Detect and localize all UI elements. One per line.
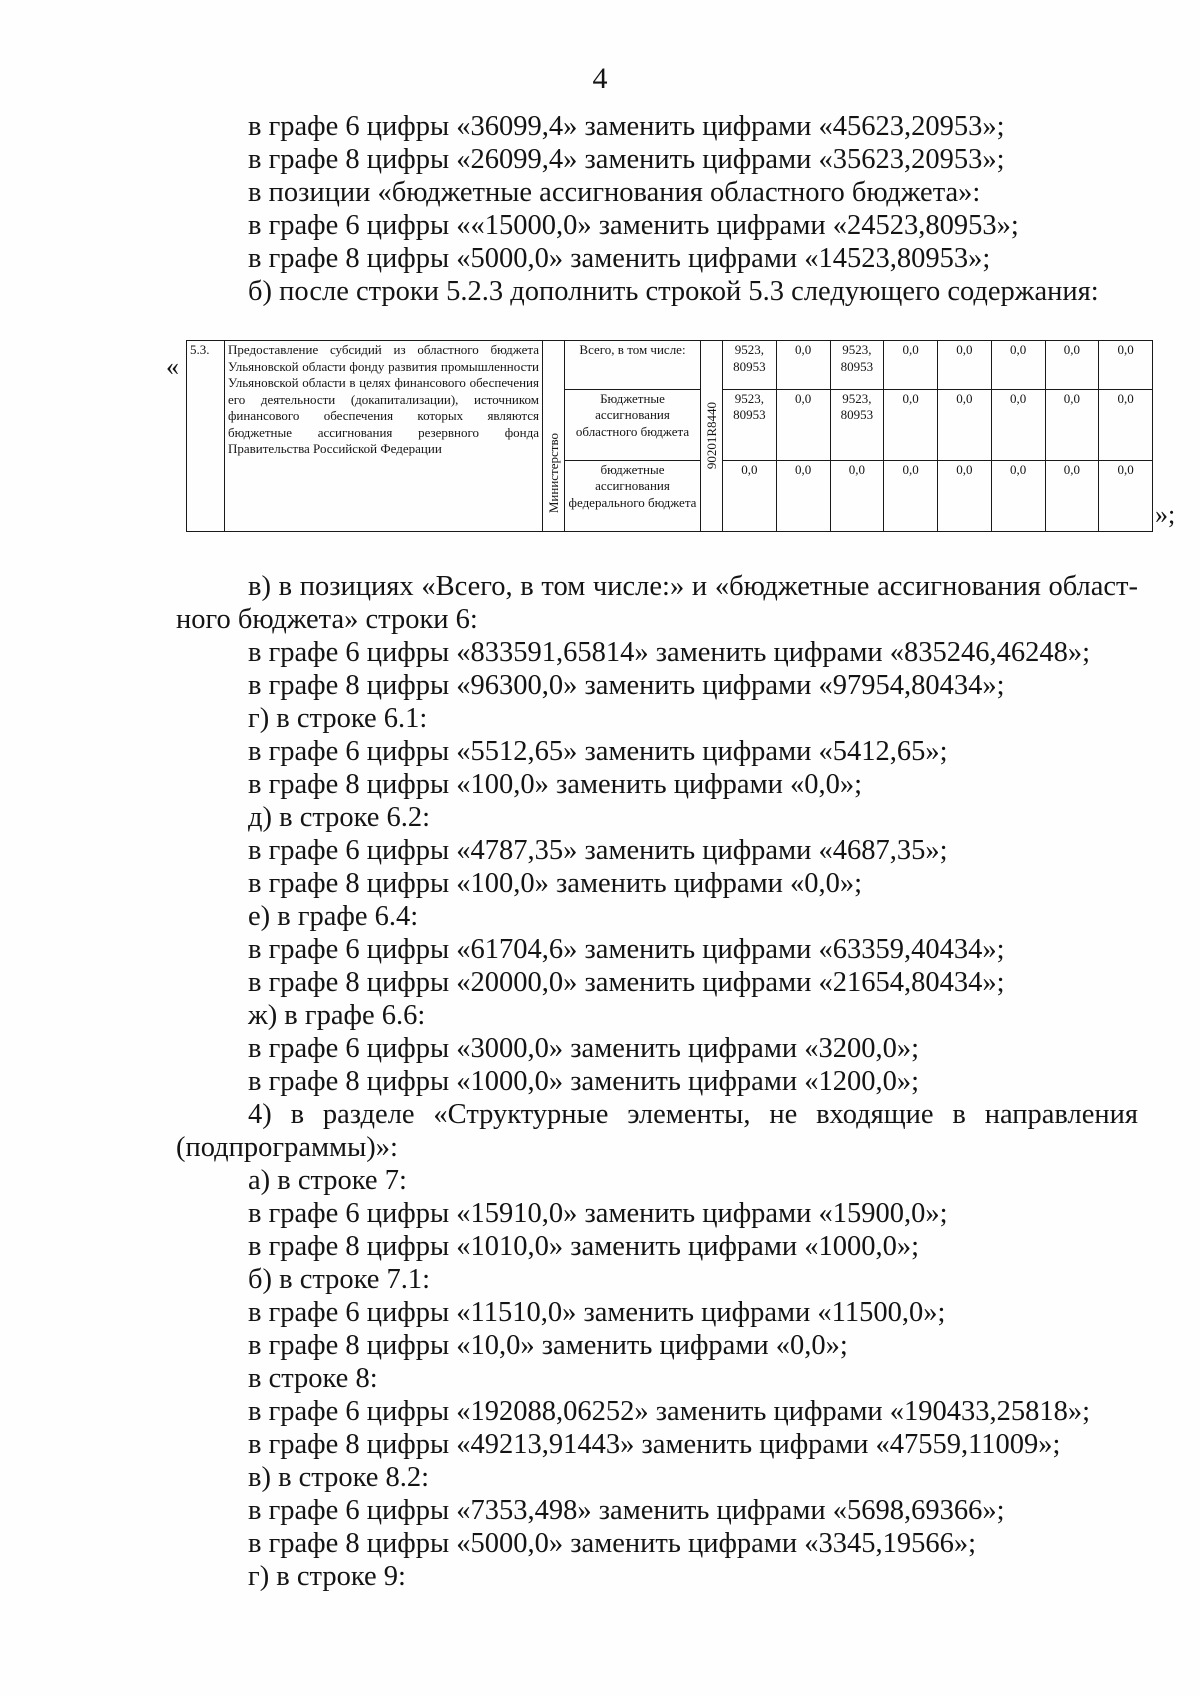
ministry-cell	[543, 341, 565, 532]
value-cell: 0,0	[1045, 389, 1099, 460]
value-cell: 9523, 80953	[723, 341, 777, 390]
value-cell: 9523, 80953	[723, 389, 777, 460]
value-cell: 0,0	[1099, 460, 1153, 531]
text-line: в графе 6 цифры «3000,0» заменить цифрами «3200,0»;	[248, 1033, 920, 1064]
value-cell: 0,0	[938, 460, 992, 531]
text-line: в графе 8 цифры «1000,0» заменить цифрами «1200,0»;	[248, 1066, 920, 1097]
text-line: в графе 8 цифры «10,0» заменить цифрами «0,0»;	[248, 1330, 848, 1361]
table-open-quote: «	[166, 352, 179, 381]
text-line: в графе 8 цифры «49213,91443» заменить цифрами «47559,11009»;	[248, 1429, 1061, 1460]
value-cell: 0,0	[723, 460, 777, 531]
text-line: д) в строке 6.2:	[248, 802, 431, 833]
ministry-label: Министерство	[546, 432, 561, 513]
value-cell: 0,0	[776, 389, 830, 460]
text-line: б) после строки 5.2.3 дополнить строкой 5.3 следующего содержания:	[248, 276, 1099, 307]
page-number: 4	[592, 62, 608, 95]
text-line: в графе 6 цифры «192088,06252» заменить цифрами «190433,25818»;	[248, 1396, 1091, 1427]
value-cell: 0,0	[884, 460, 938, 531]
text-line: в графе 6 цифры «61704,6» заменить цифрами «63359,40434»;	[248, 934, 1005, 965]
value-cell: 0,0	[884, 389, 938, 460]
source-cell: Всего, в том числе:	[565, 341, 701, 390]
value-cell: 0,0	[830, 460, 884, 531]
text-line: в графе 8 цифры «5000,0» заменить цифрами «3345,19566»;	[248, 1528, 977, 1559]
value-cell: 0,0	[1099, 389, 1153, 460]
row-description	[225, 341, 543, 532]
text-line: (подпрограммы)»:	[176, 1132, 398, 1163]
text-line: г) в строке 9:	[248, 1561, 406, 1592]
value-cell: 0,0	[884, 341, 938, 390]
text-line: е) в графе 6.4:	[248, 901, 419, 932]
text-line: в графе 8 цифры «20000,0» заменить цифрами «21654,80434»;	[248, 967, 1005, 998]
source-cell: Бюджетные ассигнования областного бюджета	[565, 389, 701, 460]
text-line: в графе 6 цифры «15910,0» заменить цифрами «15900,0»;	[248, 1198, 948, 1229]
value-cell: 0,0	[991, 460, 1045, 531]
value-cell: 0,0	[1045, 460, 1099, 531]
text-line: в позиции «бюджетные ассигнования областного бюджета»:	[248, 177, 981, 208]
text-line: ного бюджета» строки 6:	[176, 604, 478, 635]
text-line: в строке 8:	[248, 1363, 378, 1394]
text-line: в графе 6 цифры «7353,498» заменить цифрами «5698,69366»;	[248, 1495, 1005, 1526]
text-line: а) в строке 7:	[248, 1165, 407, 1196]
text-line: в графе 8 цифры «26099,4» заменить цифрами «35623,20953»;	[248, 144, 1005, 175]
text-line: в) в строке 8.2:	[248, 1462, 430, 1493]
value-cell: 0,0	[991, 341, 1045, 390]
value-cell: 0,0	[991, 389, 1045, 460]
value-cell: 0,0	[938, 389, 992, 460]
value-cell: 0,0	[776, 341, 830, 390]
code-cell	[701, 341, 723, 532]
text-line: в графе 6 цифры «36099,4» заменить цифрами «45623,20953»;	[248, 111, 1005, 142]
text-line: в графе 6 цифры «11510,0» заменить цифрами «11500,0»;	[248, 1297, 946, 1328]
text-line: в графе 6 цифры «833591,65814» заменить цифрами «835246,46248»;	[248, 637, 1091, 668]
table-close-quote: »;	[1155, 500, 1176, 529]
paragraph-line: 4) в разделе «Структурные элементы, не входящие в направления	[248, 1099, 1138, 1130]
value-cell: 0,0	[1099, 341, 1153, 390]
text-line: в графе 8 цифры «1010,0» заменить цифрами «1000,0»;	[248, 1231, 920, 1262]
value-cell: 0,0	[938, 341, 992, 390]
value-cell: 9523, 80953	[830, 389, 884, 460]
table-row	[187, 341, 1153, 390]
budget-table	[186, 340, 1153, 532]
text-line: в графе 8 цифры «100,0» заменить цифрами «0,0»;	[248, 868, 863, 899]
description-text: Предоставление субсидий из областного бюджета Ульяновской области фонду развития промышленности Ульяновской области в целях финансового обеспечения его деятельности (докапитализации), источником финансового обеспечения которых являются бюджетные ассигнования резервного фонда Правительства Российской Федерации	[228, 342, 539, 456]
source-cell: бюджетные ассигнования федерального бюджета	[565, 460, 701, 531]
row-number: 5.3.	[187, 341, 225, 532]
text-line: г) в строке 6.1:	[248, 703, 428, 734]
paragraph-line: в) в позициях «Всего, в том числе:» и «бюджетные ассигнования област-	[248, 571, 1138, 602]
text-line: в графе 8 цифры «96300,0» заменить цифрами «97954,80434»;	[248, 670, 1005, 701]
value-cell: 0,0	[776, 460, 830, 531]
text-line: б) в строке 7.1:	[248, 1264, 431, 1295]
text-line: в графе 6 цифры «4787,35» заменить цифрами «4687,35»;	[248, 835, 948, 866]
text-line: в графе 8 цифры «100,0» заменить цифрами «0,0»;	[248, 769, 863, 800]
text-line: в графе 6 цифры «5512,65» заменить цифрами «5412,65»;	[248, 736, 948, 767]
value-cell: 0,0	[1045, 341, 1099, 390]
budget-code: 90201R8440	[704, 402, 719, 470]
text-line: ж) в графе 6.6:	[248, 1000, 426, 1031]
value-cell: 9523, 80953	[830, 341, 884, 390]
text-line: в графе 6 цифры ««15000,0» заменить цифрами «24523,80953»;	[248, 210, 1019, 241]
text-line: в графе 8 цифры «5000,0» заменить цифрами «14523,80953»;	[248, 243, 991, 274]
